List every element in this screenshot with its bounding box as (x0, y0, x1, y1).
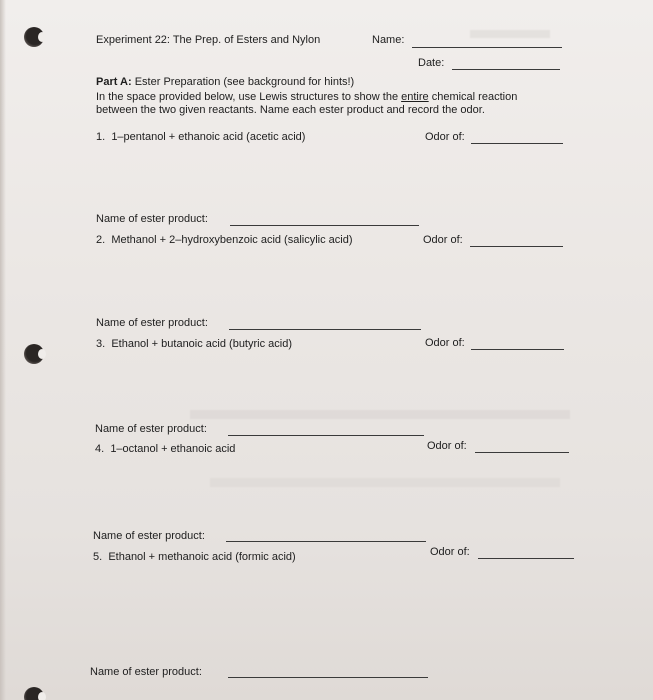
reaction-3: 3. Ethanol + butanoic acid (butyric acid) (96, 338, 292, 350)
experiment-title: Experiment 22: The Prep. of Esters and Nylon (96, 34, 321, 46)
ester-name-label-1: Name of ester product: (96, 213, 208, 225)
ester-name-label-4: Name of ester product: (93, 530, 205, 542)
instruction-line-2: between the two given reactants. Name each ester product and record the odor. (96, 104, 485, 116)
part-a-heading: Part A: Ester Preparation (see background for hints!) (96, 76, 355, 88)
odor-label-5: Odor of: (430, 546, 470, 558)
instruction-line-1: In the space provided below, use Lewis structures to show the entire chemical reaction (96, 91, 518, 103)
odor-label-4: Odor of: (427, 440, 467, 452)
ester-name-field-1[interactable] (230, 225, 419, 226)
ester-name-label-3: Name of ester product: (95, 423, 207, 435)
odor-field-1[interactable] (471, 143, 563, 144)
reaction-5: 5. Ethanol + methanoic acid (formic acid) (93, 551, 296, 563)
ester-name-field-4[interactable] (226, 541, 426, 542)
punch-hole (24, 687, 44, 700)
ester-name-label-5: Name of ester product: (90, 666, 202, 678)
bleed-through (210, 478, 560, 487)
odor-field-2[interactable] (470, 246, 563, 247)
reaction-2: 2. Methanol + 2–hydroxybenzoic acid (salicylic acid) (96, 234, 353, 246)
reaction-4: 4. 1–octanol + ethanoic acid (95, 443, 236, 455)
date-label: Date: (418, 57, 445, 69)
ester-name-label-2: Name of ester product: (96, 317, 208, 329)
page-edge-shadow (0, 0, 6, 700)
punch-hole (24, 27, 44, 47)
ester-name-field-3[interactable] (228, 435, 424, 436)
date-field[interactable] (452, 69, 560, 70)
odor-field-3[interactable] (471, 349, 564, 350)
bleed-through (190, 410, 570, 419)
odor-field-5[interactable] (478, 558, 574, 559)
odor-label-3: Odor of: (425, 337, 465, 349)
odor-label-2: Odor of: (423, 234, 463, 246)
ester-name-field-5[interactable] (228, 677, 428, 678)
name-field[interactable] (412, 47, 562, 48)
odor-field-4[interactable] (475, 452, 569, 453)
punch-hole (24, 344, 44, 364)
reaction-1: 1. 1–pentanol + ethanoic acid (acetic acid) (96, 131, 306, 143)
odor-label-1: Odor of: (425, 131, 465, 143)
ester-name-field-2[interactable] (229, 329, 421, 330)
name-label: Name: (372, 34, 405, 46)
bleed-through (470, 30, 550, 38)
